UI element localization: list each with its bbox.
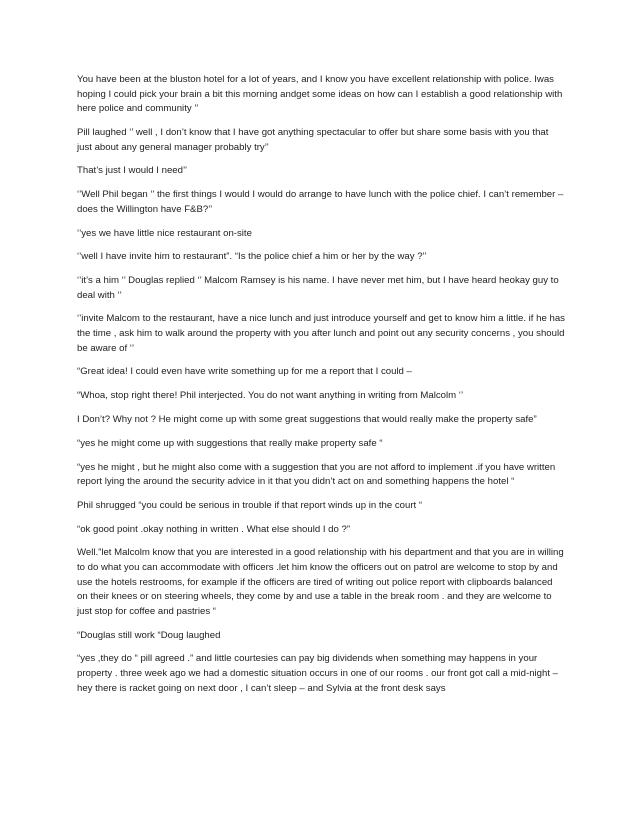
paragraph-5: ‘’yes we have little nice restaurant on-site <box>77 227 252 239</box>
paragraph-11: I Don’t? Why not ? He might come up with some great suggestions that would really make the property safe” <box>77 413 537 425</box>
paragraph-18: “yes ,they do “ pill agreed .” and little courtesies can pay big dividends when something may happens in your property . three week ago we had a domestic situation occurs in one of our rooms . our front got call a mid-night – hey there is racket going on next door , I can’t sleep – and Sylvia at the front desk says <box>77 653 559 694</box>
paragraph-14: Phil shrugged “you could be serious in trouble if that report winds up in the court “ <box>77 499 423 511</box>
paragraph-12: “yes he might come up with suggestions that really make property safe “ <box>77 437 383 449</box>
paragraph-13: “yes he might , but he might also come with a suggestion that you are not afford to implement .if you have written report lying the around the security advice in it that you didn’t act on and something happens the hotel “ <box>77 461 556 488</box>
paragraph-1: You have been at the bluston hotel for a lot of years, and I know you have excellent relationship with police. Iwas hoping I could pick your brain a bit this morning andget some ideas on how can I establish a good relationship with here police and community ’’ <box>77 74 563 115</box>
paragraph-17: “Douglas still work “Doug laughed <box>77 629 221 641</box>
paragraph-10: “Whoa, stop right there! Phil interjected. You do not want anything in writing from Malcolm ‘’ <box>77 390 464 402</box>
paragraph-6: ‘’well I have invite him to restaurant”. “Is the police chief a him or her by the way ?’’ <box>77 251 427 263</box>
paragraph-2: Pill laughed ‘’ well , I don’t know that I have got anything spectacular to offer but share some basis with you that just about any general manager probably try’’ <box>77 126 549 153</box>
paragraph-9: “Great idea! I could even have write something up for me a report that I could – <box>77 366 412 378</box>
paragraph-16: Well.”let Malcolm know that you are interested in a good relationship with his department and that you are in willing to do what you can accommodate with officers .let him know the officers out on patrol are welcome to stop by and use the hotels restrooms, for example if the officers are tired of writing out police report with clipboards balanced on their knees or on steering wheels, they come by and use a table in the break room . and they are welcome to just stop for coffee and pastries “ <box>77 547 564 617</box>
document-body <box>77 73 565 705</box>
paragraph-8: ‘’invite Malcom to the restaurant, have a nice lunch and just introduce yourself and get to know him a little. if he has the time , ask him to walk around the property with you after lunch and point out any security concerns , you should be aware of ‘’ <box>77 313 565 354</box>
paragraph-3: That’s just I would I need’’ <box>77 165 188 177</box>
paragraph-4: ‘’Well Phil began ‘’ the first things I would I would do arrange to have lunch with the police chief. I can’t remember – does the Willington have F&B?’’ <box>77 189 564 215</box>
paragraph-7: ‘’it’s a him ‘’ Douglas replied ‘’ Malcom Ramsey is his name. I have never met him, but I have heard heokay guy to deal with ‘’ <box>77 275 559 301</box>
paragraph-15: “ok good point .okay nothing in written . What else should I do ?” <box>77 523 351 535</box>
